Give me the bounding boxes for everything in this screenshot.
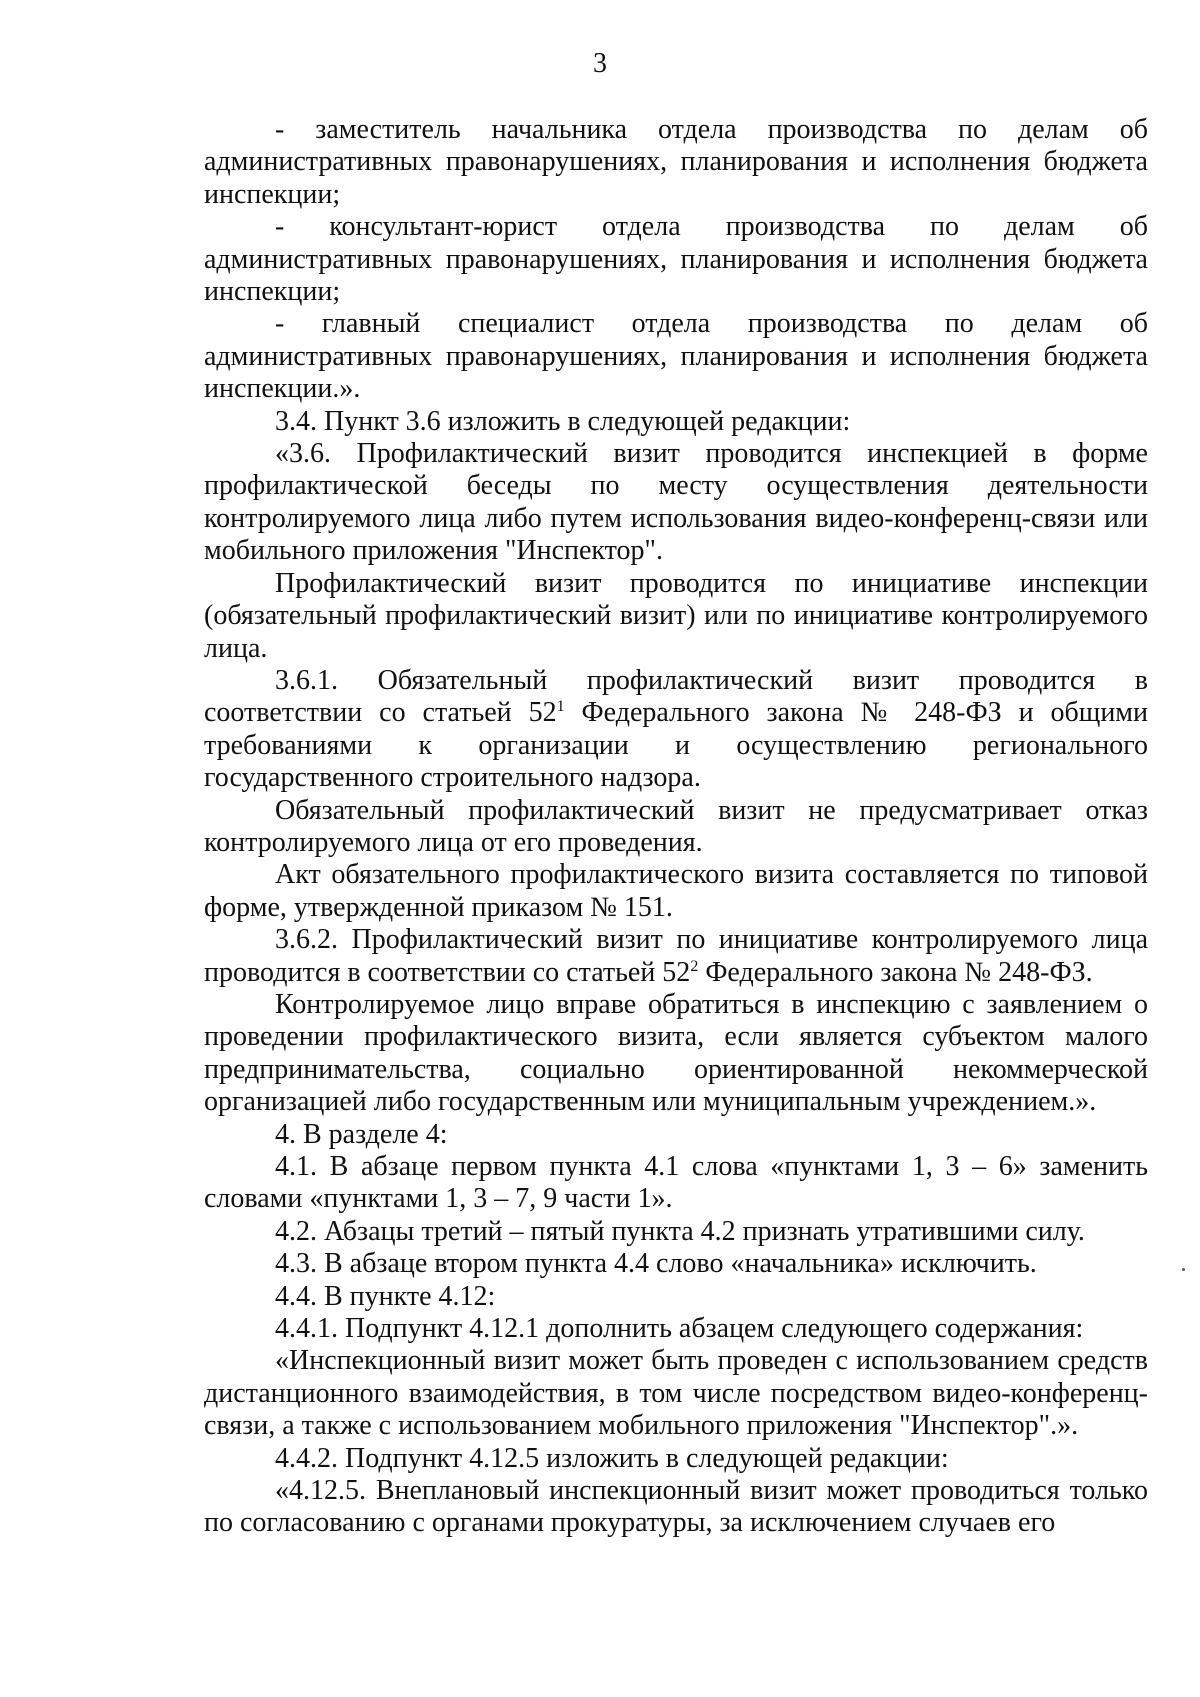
paragraph-text: - главный специалист отдела производства по делам об административных правонарушениях, планирования и исполнения бюджета инспекции.». [204,308,1148,405]
paragraph [204,211,1148,308]
paragraph-text: 4.4. В пункте 4.12: [275,1280,496,1312]
paragraph [204,1151,1148,1216]
paragraph [204,1345,1148,1442]
paragraph-text: Обязательный профилактический визит не предусматривает отказ контролируемого лица от его проведения. [204,794,1148,858]
paragraph-text: 4.3. В абзаце втором пункта 4.4 слово «начальника» исключить. [275,1248,1037,1280]
paragraph-text: 3.4. Пункт 3.6 изложить в следующей редакции: [275,405,851,437]
paragraph [204,989,1148,1119]
paragraph-text: «3.6. Профилактический визит проводится инспекцией в форме профилактической беседы по месту осуществления деятельности контролируемого лица либо путем использования видео-конференц-связи или мобильного приложения "Инспектор". [204,438,1148,567]
paragraph [204,406,1148,438]
superscript-index: 1 [556,698,565,716]
scan-speck [1182,1268,1185,1271]
paragraph-text: - консультант-юрист отдела производства по делам об административных правонарушениях, планирования и исполнения бюджета инспекции; [204,211,1148,308]
paragraph-text: 4.4.2. Подпункт 4.12.5 изложить в следующей редакции: [275,1442,949,1474]
paragraph [204,859,1148,924]
paragraph-text: 4.2. Абзацы третий – пятый пункта 4.2 признать утратившими силу. [275,1215,1085,1247]
paragraph [204,1475,1148,1540]
paragraph-text: Профилактический визит проводится по инициативе инспекции (обязательный профилактический визит) или по инициативе контролируемого лица. [204,567,1148,664]
paragraph-text: Контролируемое лицо вправе обратиться в инспекцию с заявлением о проведении профилактического визита, если является субъектом малого предпринимательства, социально ориентированной некоммерческой организацией либо государственным или муниципальным учреждением.». [204,988,1148,1118]
paragraph [204,1281,1148,1313]
superscript-index: 2 [690,957,699,975]
paragraph [204,438,1148,568]
paragraph [204,795,1148,860]
paragraph [204,308,1148,405]
paragraph [204,1119,1148,1151]
document-body [204,114,1148,1540]
paragraph [204,924,1148,989]
paragraph-text: 4. В разделе 4: [275,1118,448,1150]
paragraph-text: - заместитель начальника отдела производства по делам об административных правонарушениях, планирования и исполнения бюджета инспекции; [204,114,1148,210]
paragraph-text: Федерального закона № 248-ФЗ и общими требованиями к организации и осуществлению регионального государственного строительного надзора. [204,697,1149,794]
paragraph-text: 4.4.1. Подпункт 4.12.1 дополнить абзацем следующего содержания: [275,1313,1084,1345]
paragraph-text: Федерального закона № 248-ФЗ. [698,956,1093,988]
page-number: 3 [593,48,607,79]
paragraph-text: 3.6.1. Обязательный профилактический визит проводится в соответствии со статьей 52 [204,664,1148,729]
paragraph-text: 4.1. В абзаце первом пункта 4.1 слова «пунктами 1, 3 – 6» заменить словами «пунктами 1, 3 – 7, 9 части 1». [204,1151,1148,1215]
paragraph [204,114,1148,211]
paragraph-text: «Инспекционный визит может быть проведен с использованием средств дистанционного взаимодействия, в том числе посредством видео-конференц-связи, а также с использованием мобильного приложения "Инспектор".». [204,1345,1148,1442]
paragraph [204,1443,1148,1475]
paragraph-text: Акт обязательного профилактического визита составляется по типовой форме, утвержденной приказом № 151. [204,859,1148,923]
paragraph [204,665,1148,795]
paragraph-text: «4.12.5. Внеплановый инспекционный визит может проводиться только по согласованию с органами прокуратуры, за исключением случаев его [204,1475,1148,1539]
paragraph [204,1313,1148,1345]
paragraph [204,1216,1148,1248]
paragraph-text: 3.6.2. Профилактический визит по инициативе контролируемого лица проводится в соответствии со статьей 52 [204,924,1148,988]
paragraph [204,1248,1148,1280]
paragraph [204,568,1148,665]
